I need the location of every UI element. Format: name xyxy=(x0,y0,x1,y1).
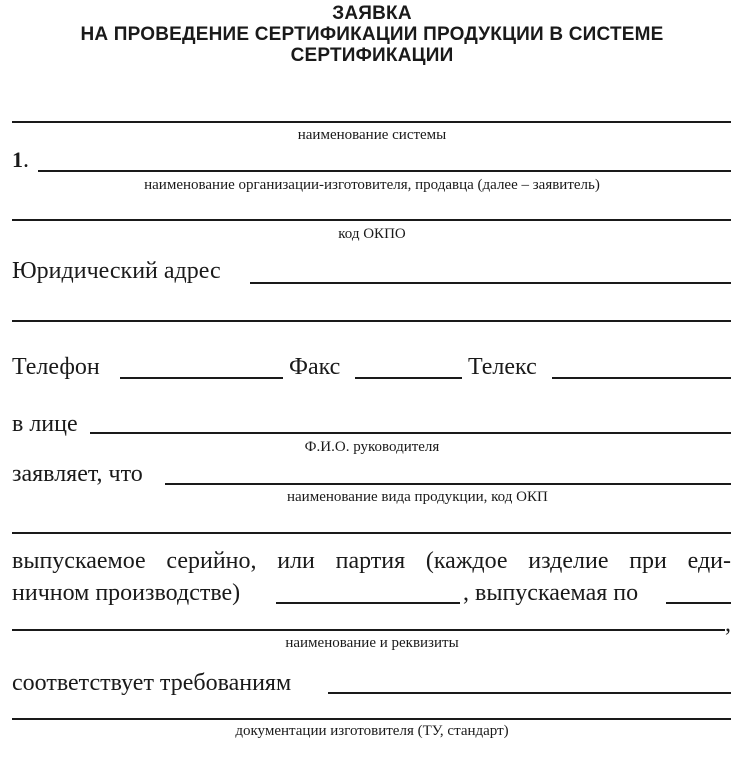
single-production-text: ничном производстве) xyxy=(12,580,241,606)
complies-field[interactable] xyxy=(328,692,731,694)
telex-field[interactable] xyxy=(552,377,731,379)
legal-address-label: Юридический адрес xyxy=(12,258,221,284)
director-caption: Ф.И.О. руководителя xyxy=(304,439,440,455)
telex-label: Телекс xyxy=(468,354,537,380)
item-number xyxy=(12,146,29,174)
form-title-line-1: ЗАЯВКА xyxy=(332,3,412,24)
form-title-line-2: НА ПРОВЕДЕНИЕ СЕРТИФИКАЦИИ ПРОДУКЦИИ В СИСТЕМЕ xyxy=(80,24,664,45)
issued-by-field[interactable] xyxy=(666,602,731,604)
product-caption: наименование вида продукции, код ОКП xyxy=(287,489,548,505)
issued-by-label: , выпускаемая по xyxy=(463,580,639,606)
phone-label: Телефон xyxy=(12,354,100,380)
manufacturer-field[interactable] xyxy=(38,170,731,172)
legal-address-field[interactable] xyxy=(250,282,731,284)
fax-label: Факс xyxy=(289,354,341,380)
okpo-caption: код ОКПО xyxy=(338,226,406,242)
represented-by-label: в лице xyxy=(12,411,78,437)
form-title-line-3: СЕРТИФИКАЦИИ xyxy=(290,45,454,66)
item-number-digit: 1 xyxy=(12,147,23,172)
phone-field[interactable] xyxy=(120,377,283,379)
requisites-field[interactable] xyxy=(12,629,725,631)
item-number-dot: . xyxy=(23,147,29,173)
product-field-line-2[interactable] xyxy=(12,532,731,534)
system-name-caption: наименование системы xyxy=(297,127,447,143)
requisites-caption: наименование и реквизиты xyxy=(285,635,459,651)
documentation-field[interactable] xyxy=(12,718,731,720)
fax-field[interactable] xyxy=(355,377,462,379)
director-field[interactable] xyxy=(90,432,731,434)
complies-label: соответствует требованиям xyxy=(12,670,292,696)
serial-production-text: выпускаемое серийно, или партия (каждое изделие при еди- xyxy=(12,548,731,574)
documentation-caption: документации изготовителя (ТУ, стандарт) xyxy=(235,723,509,739)
okpo-field[interactable] xyxy=(12,219,731,221)
declares-label: заявляет, что xyxy=(12,461,143,487)
party-field[interactable] xyxy=(276,602,460,604)
system-name-field[interactable] xyxy=(12,121,731,123)
manufacturer-caption: наименование организации-изготовителя, продавца (далее – заявитель) xyxy=(144,177,600,193)
legal-address-field-line-2[interactable] xyxy=(12,320,731,322)
product-field[interactable] xyxy=(165,483,731,485)
requisites-comma: , xyxy=(725,611,731,637)
